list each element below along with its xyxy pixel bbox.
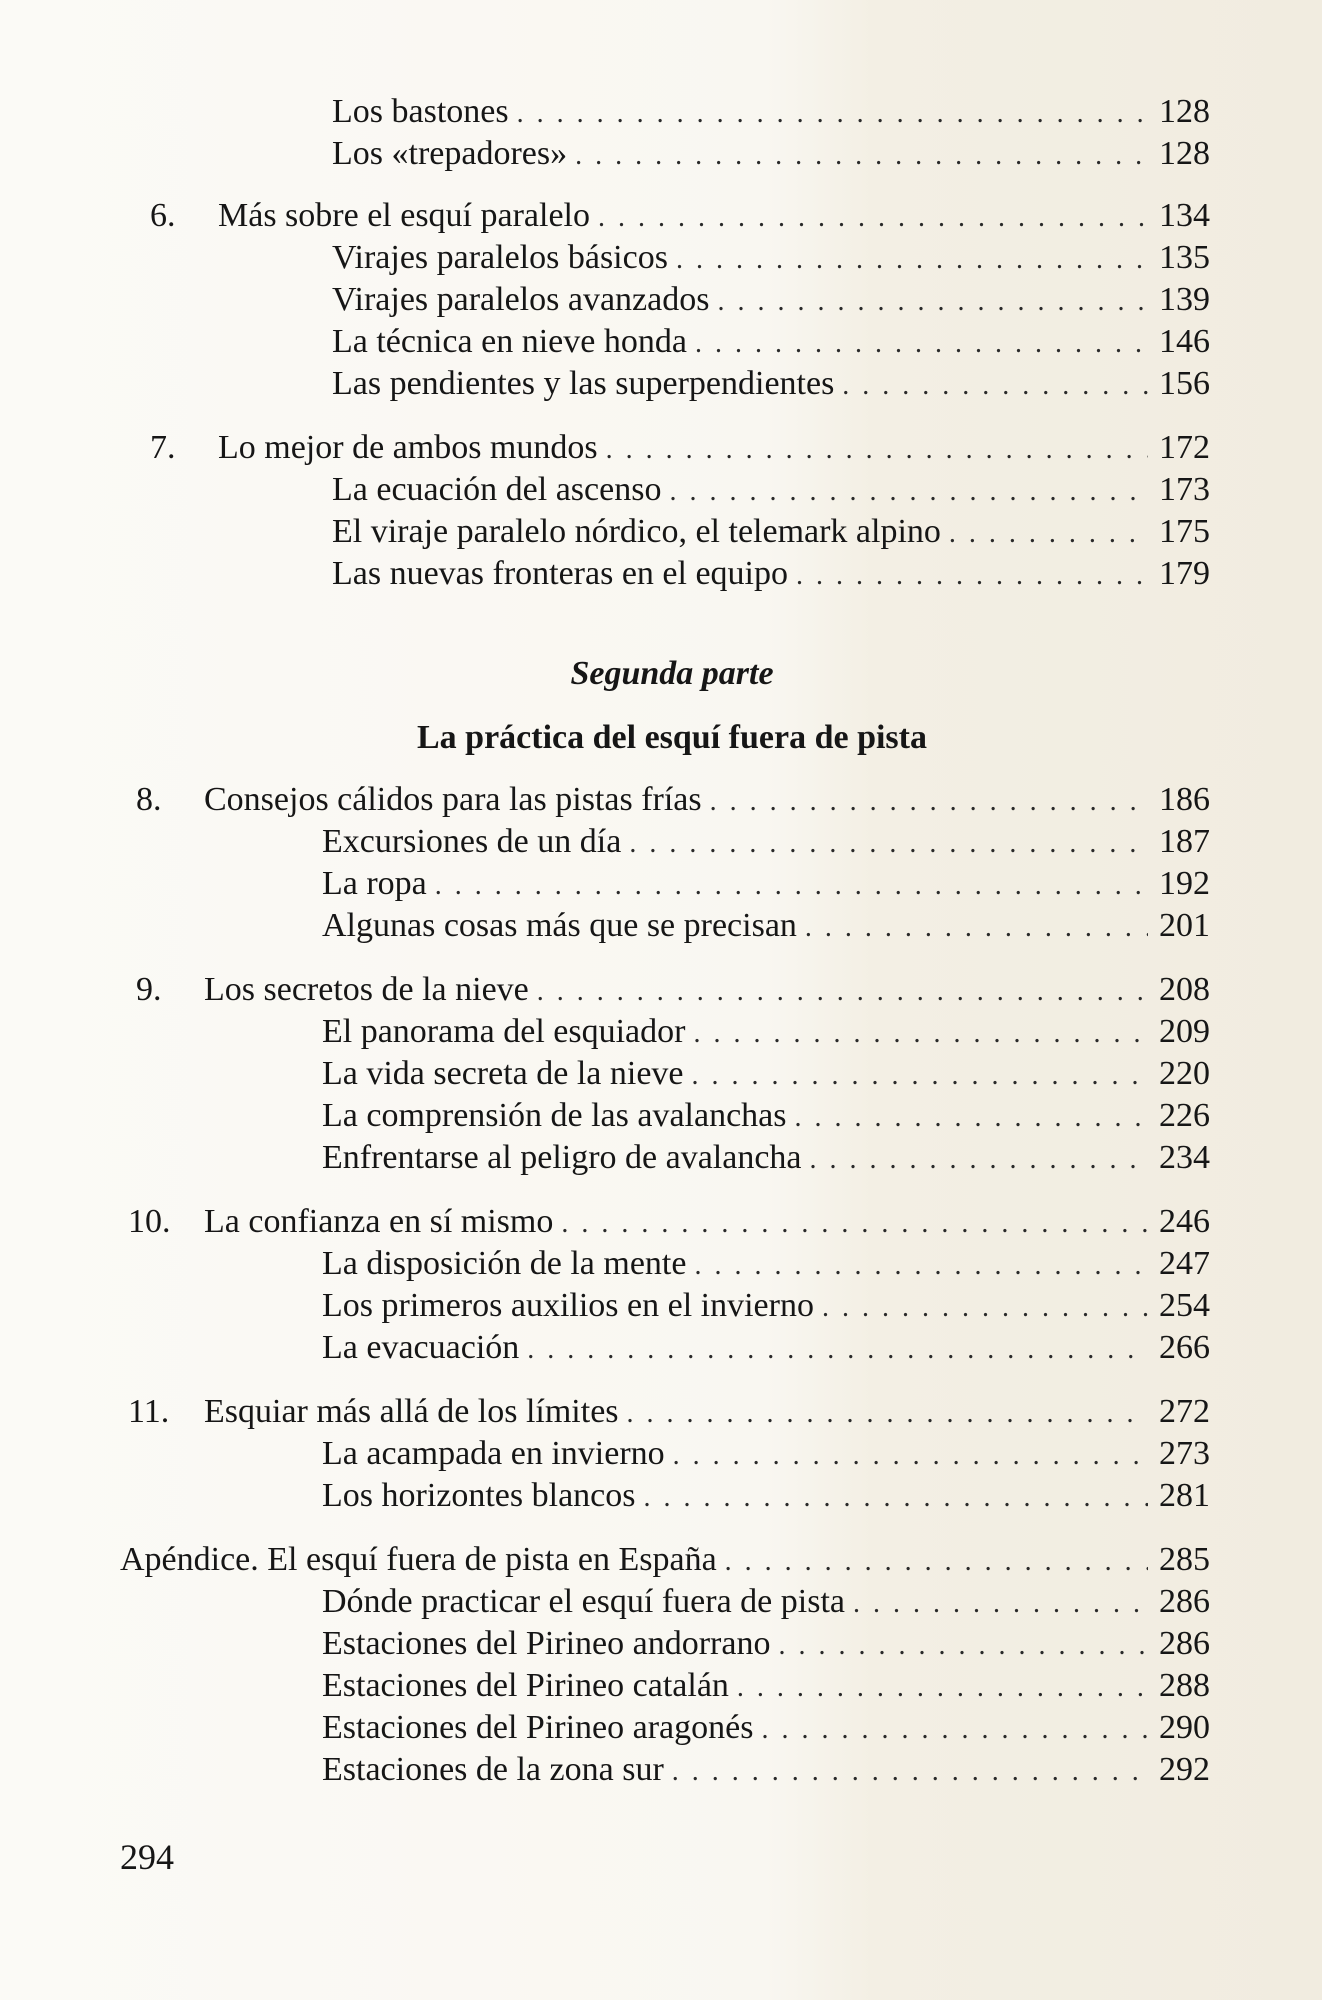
dot-leader (717, 280, 1148, 323)
toc-entry (322, 1622, 1210, 1665)
toc-entry-page: 247 (1159, 1245, 1210, 1282)
toc-entry-page: 288 (1159, 1667, 1210, 1704)
toc-entry (322, 1580, 1210, 1623)
toc-entry-title: El panorama del esquiador (322, 1013, 686, 1050)
toc-entry (322, 1242, 1210, 1285)
toc-entry-page: 156 (1159, 365, 1210, 402)
toc-entry-page: 290 (1159, 1709, 1210, 1746)
toc-entry-page: 281 (1159, 1477, 1210, 1514)
chapter-number: 6. (150, 197, 176, 234)
toc-chapter-title: Lo mejor de ambos mundos (218, 429, 598, 466)
toc-entry-title: La ropa (322, 865, 427, 902)
toc-entry-page: 254 (1159, 1287, 1210, 1324)
toc-entry (322, 862, 1210, 905)
toc-entry-title: La vida secreta de la nieve (322, 1055, 684, 1092)
toc-entry-title: Los «trepadores» (332, 135, 568, 172)
dot-leader (561, 1202, 1148, 1245)
toc-chapter-page: 172 (1159, 429, 1210, 466)
toc-entry (322, 1706, 1210, 1749)
dot-leader (694, 1244, 1148, 1287)
toc-chapter (218, 194, 1210, 237)
toc-entry-page: 192 (1159, 865, 1210, 902)
dot-leader (627, 1392, 1148, 1435)
chapter-number: 11. (128, 1393, 170, 1430)
dot-leader (794, 1096, 1148, 1139)
dot-leader (761, 1708, 1148, 1751)
toc-entry-title: La acampada en invierno (322, 1435, 665, 1472)
toc-entry-title: Las pendientes y las superpendientes (332, 365, 835, 402)
toc-chapter-title: Más sobre el esquí paralelo (218, 197, 590, 234)
dot-leader (693, 1012, 1148, 1055)
page-number: 294 (120, 1837, 174, 1877)
toc-entry (332, 132, 1210, 175)
toc-entry-title: Virajes paralelos avanzados (332, 281, 710, 318)
toc-entry (332, 552, 1210, 595)
toc-entry (322, 904, 1210, 947)
toc-entry (322, 1432, 1210, 1475)
chapter-number: 9. (136, 971, 162, 1008)
toc-chapter-title: Esquiar más allá de los límites (204, 1393, 619, 1430)
toc-entry-title: El viraje paralelo nórdico, el telemark alpino (332, 513, 941, 550)
toc-appendix-title: Apéndice. El esquí fuera de pista en España (120, 1541, 717, 1578)
toc-entry-page: 173 (1159, 471, 1210, 508)
toc-chapter-page: 208 (1159, 971, 1210, 1008)
toc-entry-page: 128 (1159, 93, 1210, 130)
dot-leader (629, 822, 1148, 865)
toc-chapter (204, 968, 1210, 1011)
dot-leader (673, 1434, 1148, 1477)
toc-entry-title: Estaciones del Pirineo aragonés (322, 1709, 754, 1746)
toc-entry-title: Virajes paralelos básicos (332, 239, 668, 276)
dot-leader (676, 238, 1148, 281)
toc-entry-title: Excursiones de un día (322, 823, 622, 860)
toc-entry (332, 90, 1210, 133)
toc-entry-title: La evacuación (322, 1329, 520, 1366)
dot-leader (725, 1540, 1148, 1583)
toc-entry-page: 220 (1159, 1055, 1210, 1092)
toc-entry (322, 1010, 1210, 1053)
toc-entry-title: Las nuevas fronteras en el equipo (332, 555, 788, 592)
toc-entry-title: Enfrentarse al peligro de avalancha (322, 1139, 802, 1176)
dot-leader (517, 92, 1148, 135)
toc-entry (322, 1326, 1210, 1369)
toc-entry-page: 175 (1159, 513, 1210, 550)
toc-chapter-title: Los secretos de la nieve (204, 971, 529, 1008)
toc-entry (332, 320, 1210, 363)
toc-entry-title: La disposición de la mente (322, 1245, 687, 1282)
toc-entry-page: 179 (1159, 555, 1210, 592)
toc-entry (332, 510, 1210, 553)
toc-entry-page: 187 (1159, 823, 1210, 860)
toc-appendix-page: 285 (1159, 1541, 1210, 1578)
toc-entry-page: 292 (1159, 1751, 1210, 1788)
toc-chapter-page: 272 (1159, 1393, 1210, 1430)
dot-leader (644, 1476, 1149, 1519)
toc-chapter-page: 246 (1159, 1203, 1210, 1240)
toc-entry (332, 278, 1210, 321)
dot-leader (527, 1328, 1148, 1371)
toc-entry-title: Estaciones de la zona sur (322, 1751, 664, 1788)
toc-entry-title: La comprensión de las avalanchas (322, 1097, 787, 1134)
toc-chapter (204, 1200, 1210, 1243)
dot-leader (435, 864, 1148, 907)
part-title: La práctica del esquí fuera de pista (417, 719, 927, 756)
toc-entry (322, 1136, 1210, 1179)
toc-entry (322, 820, 1210, 863)
dot-leader (606, 428, 1148, 471)
toc-chapter (218, 426, 1210, 469)
dot-leader (805, 906, 1148, 949)
toc-entry-title: Estaciones del Pirineo catalán (322, 1667, 729, 1704)
dot-leader (575, 134, 1148, 177)
chapter-number: 7. (150, 429, 176, 466)
dot-leader (778, 1624, 1148, 1667)
dot-leader (672, 1750, 1148, 1793)
toc-entry (322, 1052, 1210, 1095)
toc-entry-title: Estaciones del Pirineo andorrano (322, 1625, 771, 1662)
dot-leader (537, 970, 1148, 1013)
toc-chapter (204, 778, 1210, 821)
toc-entry-page: 273 (1159, 1435, 1210, 1472)
toc-entry-title: Los horizontes blancos (322, 1477, 636, 1514)
toc-entry-page: 128 (1159, 135, 1210, 172)
dot-leader (810, 1138, 1148, 1181)
toc-entry-title: La técnica en nieve honda (332, 323, 687, 360)
toc-entry-title: La ecuación del ascenso (332, 471, 662, 508)
toc-entry (322, 1664, 1210, 1707)
toc-chapter-page: 134 (1159, 197, 1210, 234)
toc-entry-title: Algunas cosas más que se precisan (322, 907, 797, 944)
toc-entry-page: 266 (1159, 1329, 1210, 1366)
toc-entry-page: 201 (1159, 907, 1210, 944)
toc-entry-page: 234 (1159, 1139, 1210, 1176)
toc-entry (322, 1748, 1210, 1791)
dot-leader (710, 780, 1148, 823)
dot-leader (822, 1286, 1148, 1329)
toc-chapter-title: Consejos cálidos para las pistas frías (204, 781, 702, 818)
toc-entry-title: Los bastones (332, 93, 509, 130)
toc-entry-title: Los primeros auxilios en el invierno (322, 1287, 814, 1324)
dot-leader (853, 1582, 1148, 1625)
dot-leader (669, 470, 1148, 513)
dot-leader (692, 1054, 1148, 1097)
toc-entry-page: 226 (1159, 1097, 1210, 1134)
toc-entry-page: 146 (1159, 323, 1210, 360)
toc-entry-page: 209 (1159, 1013, 1210, 1050)
toc-entry-title: Dónde practicar el esquí fuera de pista (322, 1583, 845, 1620)
dot-leader (842, 364, 1148, 407)
toc-entry-page: 286 (1159, 1625, 1210, 1662)
toc-entry-page: 286 (1159, 1583, 1210, 1620)
toc-entry (332, 468, 1210, 511)
dot-leader (949, 512, 1148, 555)
dot-leader (598, 196, 1148, 239)
toc-appendix (120, 1538, 1210, 1581)
toc-chapter (204, 1390, 1210, 1433)
toc-chapter-page: 186 (1159, 781, 1210, 818)
toc-entry (322, 1474, 1210, 1517)
toc-chapter-title: La confianza en sí mismo (204, 1203, 554, 1240)
chapter-number: 8. (136, 781, 162, 818)
toc-entry-page: 135 (1159, 239, 1210, 276)
dot-leader (695, 322, 1148, 365)
toc-entry (332, 362, 1210, 405)
part-label: Segunda parte (570, 655, 774, 692)
toc-entry (322, 1284, 1210, 1327)
toc-entry-page: 139 (1159, 281, 1210, 318)
dot-leader (796, 554, 1148, 597)
toc-entry (332, 236, 1210, 279)
toc-entry (322, 1094, 1210, 1137)
chapter-number: 10. (128, 1203, 171, 1240)
dot-leader (737, 1666, 1148, 1709)
